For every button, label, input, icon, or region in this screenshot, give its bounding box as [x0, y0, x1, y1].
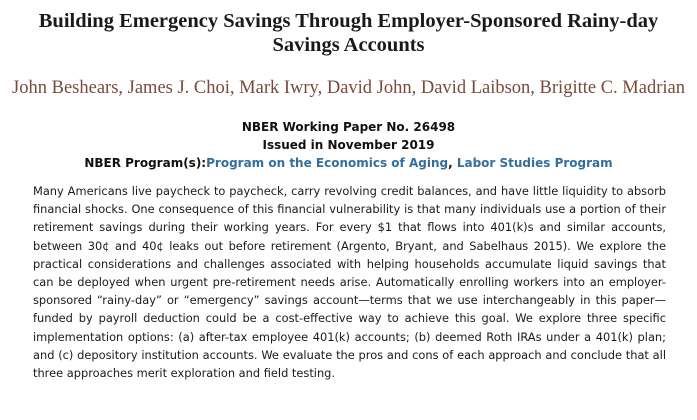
- working-paper-number: NBER Working Paper No. 26498: [241, 120, 456, 134]
- programs-label: NBER Program(s):: [84, 156, 207, 170]
- issue-date: Issued in November 2019: [262, 138, 435, 152]
- program-link-labor-studies[interactable]: Labor Studies Program: [456, 156, 613, 170]
- paper-metadata: [8, 118, 689, 172]
- programs-line: [8, 154, 689, 172]
- paper-authors: John Beshears, James J. Choi, Mark Iwry, David John, David Laibson, Brigitte C. Madrian: [12, 78, 685, 98]
- paper-abstract: Many Americans live paycheck to paycheck, carry revolving credit balances, and have little liquidity to absorb financial shocks. One consequence of this financial vulnerability is that many individuals use a portion of their retirement savings during their working years. For every $1 that flows into 401(k)s and similar accounts, between 30¢ and 40¢ leaks out before retirement (Argento, Bryant, and Sabelhaus 2015). We explore the practical considerations and challenges associated with helping households accumulate liquid savings that can be deployed when urgent pre-retirement needs arise. Automatically enrolling workers into an employer-sponsored “rainy-day” or “emergency” savings account—terms that we use interchangeably in this paper—funded by payroll deduction could be a cost-effective way to achieve this goal. We explore three specific implementation options: (a) after-tax employee 401(k) accounts; (b) deemed Roth IRAs under a 401(k) plan; and (c) depository institution accounts. We evaluate the pros and cons of each approach and conclude that all three approaches merit exploration and field testing.: [33, 184, 666, 381]
- program-link-aging[interactable]: Program on the Economics of Aging: [206, 156, 449, 170]
- programs-separator: ,: [448, 156, 457, 170]
- paper-title: Building Emergency Savings Through Employer-Sponsored Rainy-day Savings Accounts: [38, 10, 659, 56]
